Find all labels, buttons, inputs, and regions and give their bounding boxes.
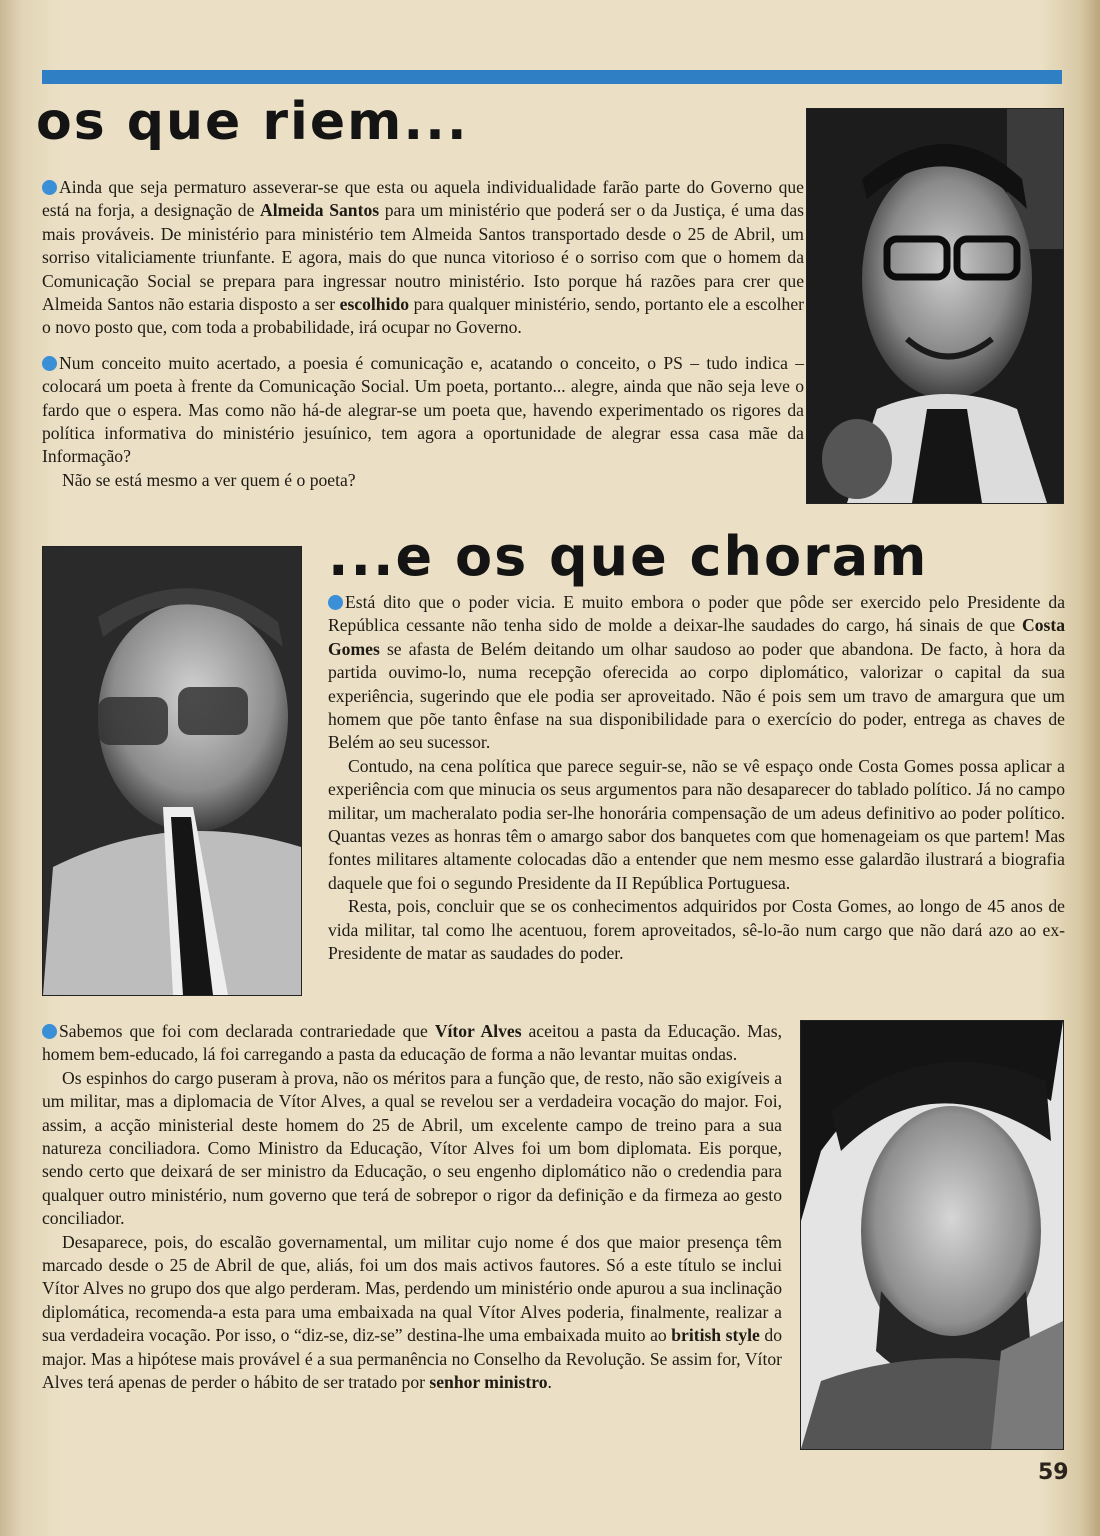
- bullet-icon: [42, 180, 57, 195]
- headline-os-que-riem: os que riem...: [36, 92, 469, 152]
- portrait-photo-almeida-santos: [806, 108, 1064, 504]
- portrait-photo-costa-gomes: [42, 546, 302, 996]
- emphasis: british style: [671, 1325, 760, 1346]
- name-highlight: Vítor Alves: [434, 1021, 522, 1041]
- paragraph: Está dito que o poder vicia. E muito embora o poder que pôde ser exercido pelo Presidente da República cessante não tenha sido de molde a deixar-lhe saudades do cargo, há sinais de que Costa Gomes se afasta de Belém deitando um olhar saudoso ao poder que abandona. De facto, à hora da partida ouvimo-lo, numa recepção oferecida ao corpo diplomático, valorizar o capital da sua experiência, sugerindo que ele podia ser aproveitado. Não é pois sem um travo de amargura que um homem que põe tanto ênfase na sua disponibilidade para o exercício do poder, entrega as chaves de Belém ao seu sucessor.: [328, 592, 1065, 753]
- emphasis: escolhido: [339, 294, 410, 315]
- page-number: 59: [1038, 1460, 1069, 1485]
- paragraph: Resta, pois, concluir que se os conhecimentos adquiridos por Costa Gomes, ao longo de 45 anos de vida militar, tal como lhe acentuou, forem aproveitados, sê-lo-ão num cargo que não dará azo ao ex-Presidente de matar as saudades do poder.: [328, 896, 1065, 964]
- name-highlight: Almeida Santos: [260, 200, 380, 221]
- bullet-icon: [328, 595, 343, 610]
- bullet-icon: [42, 1024, 57, 1039]
- paragraph: Ainda que seja permaturo asseverar-se que esta ou aquela individualidade farão parte do Governo que está na forja, a designação de Almeida Santos para um ministério que poderá ser o da Justiça, é uma das mais prováveis. De ministério para ministério tem Almeida Santos transportado desde o 25 de Abril, um sorriso vitaliciamente triunfante. E agora, mais do que nunca vitorioso é o sorriso com que o homem da Comunicação Social se prepara para ingressar noutro ministério. Isto porque há razões para crer que Almeida Santos não estaria disposto a ser escolhido para qualquer ministério, sendo, portanto ele a escolher o novo posto que, com toda a probabilidade, irá ocupar no Governo.: [42, 177, 805, 338]
- name-highlight: Costa Gomes: [328, 615, 1065, 659]
- paragraph: Contudo, na cena política que parece seguir-se, não se vê espaço onde Costa Gomes possa aplicar a experiência com que minucia os seus argumentos para não desaparecer do tablado político. Já no campo militar, um macheralato podia ser-lhe honorária compensação de um adeus definitivo ao poder político. Quantas vezes as honras têm o amargo sabor dos banquetes com que homenageiam os que partem! Mas fontes militares altamente colocadas dão a entender que nem mesmo esse galardão ilustrará a biografia daquele que foi o segundo Presidente da II República Portuguesa.: [328, 755, 1065, 893]
- paragraph: Sabemos que foi com declarada contrariedade que Vítor Alves aceitou a pasta da Educação. Mas, homem bem-educado, lá foi carregando a pasta da educação de forma a não levantar muitas ondas.: [42, 1021, 782, 1065]
- paragraph: Não se está mesmo a ver quem é o poeta?: [62, 469, 356, 490]
- headline-e-os-que-choram: ...e os que choram: [328, 525, 929, 588]
- article-section-1: [42, 176, 804, 492]
- bullet-icon: [42, 356, 57, 371]
- paragraph: Os espinhos do cargo puseram à prova, não os méritos para a função que, de resto, não são exigíveis a um militar, mas a diplomacia de Vítor Alves, a qual se revelou ser a verdadeira vocação do major. Foi, assim, a acção ministerial deste homem do 25 de Abril, um excelente campo de treino para a sua natureza conciliadora. Como Ministro da Educação, Vítor Alves foi um bom diplomata. Eis porque, sendo certo que deixará de ser ministro da Educação, o seu engenho diplomático não o credendia para qualquer outro ministério, num governo que terá de sobrepor o rigor da definição e da firmeza ao gesto conciliador.: [42, 1067, 782, 1229]
- article-section-2: [328, 591, 1065, 966]
- paragraph: Desaparece, pois, do escalão governamental, um militar cujo nome é dos que maior presença têm marcado desde o 25 de Abril de que, aliás, foi um dos mais activos fautores. Só a este título se inclui Vítor Alves no grupo dos que algo perderam. Mas, perdendo um ministério onde apurou a sua inclinação diplomática, recomenda-a esta para uma embaixada na qual Vítor Alves poderia, finalmente, realizar a sua verdadeira vocação. Por isso, o “diz-se, diz-se” destina-lhe uma embaixada muito ao british style do major. Mas a hipótese mais provável é a sua permanência no Conselho da Revolução. Se assim for, Vítor Alves terá apenas de perder o hábito de ser tratado por senhor ministro.: [42, 1231, 782, 1393]
- emphasis: senhor ministro: [429, 1372, 548, 1393]
- portrait-photo-vitor-alves: [800, 1020, 1064, 1450]
- article-section-3: [42, 1020, 782, 1395]
- header-rule: [42, 70, 1062, 84]
- paragraph: Num conceito muito acertado, a poesia é comunicação e, acatando o conceito, o PS – tudo indica – colocará um poeta à frente da Comunicação Social. Um poeta, portanto... alegre, ainda que não seja leve o fardo que o espera. Mas como não há-de alegrar-se um poeta que, havendo experimentado os rigores da política informativa do ministério jesuínico, tem agora a oportunidade de alegrar essa casa mãe da Informação?: [42, 352, 804, 467]
